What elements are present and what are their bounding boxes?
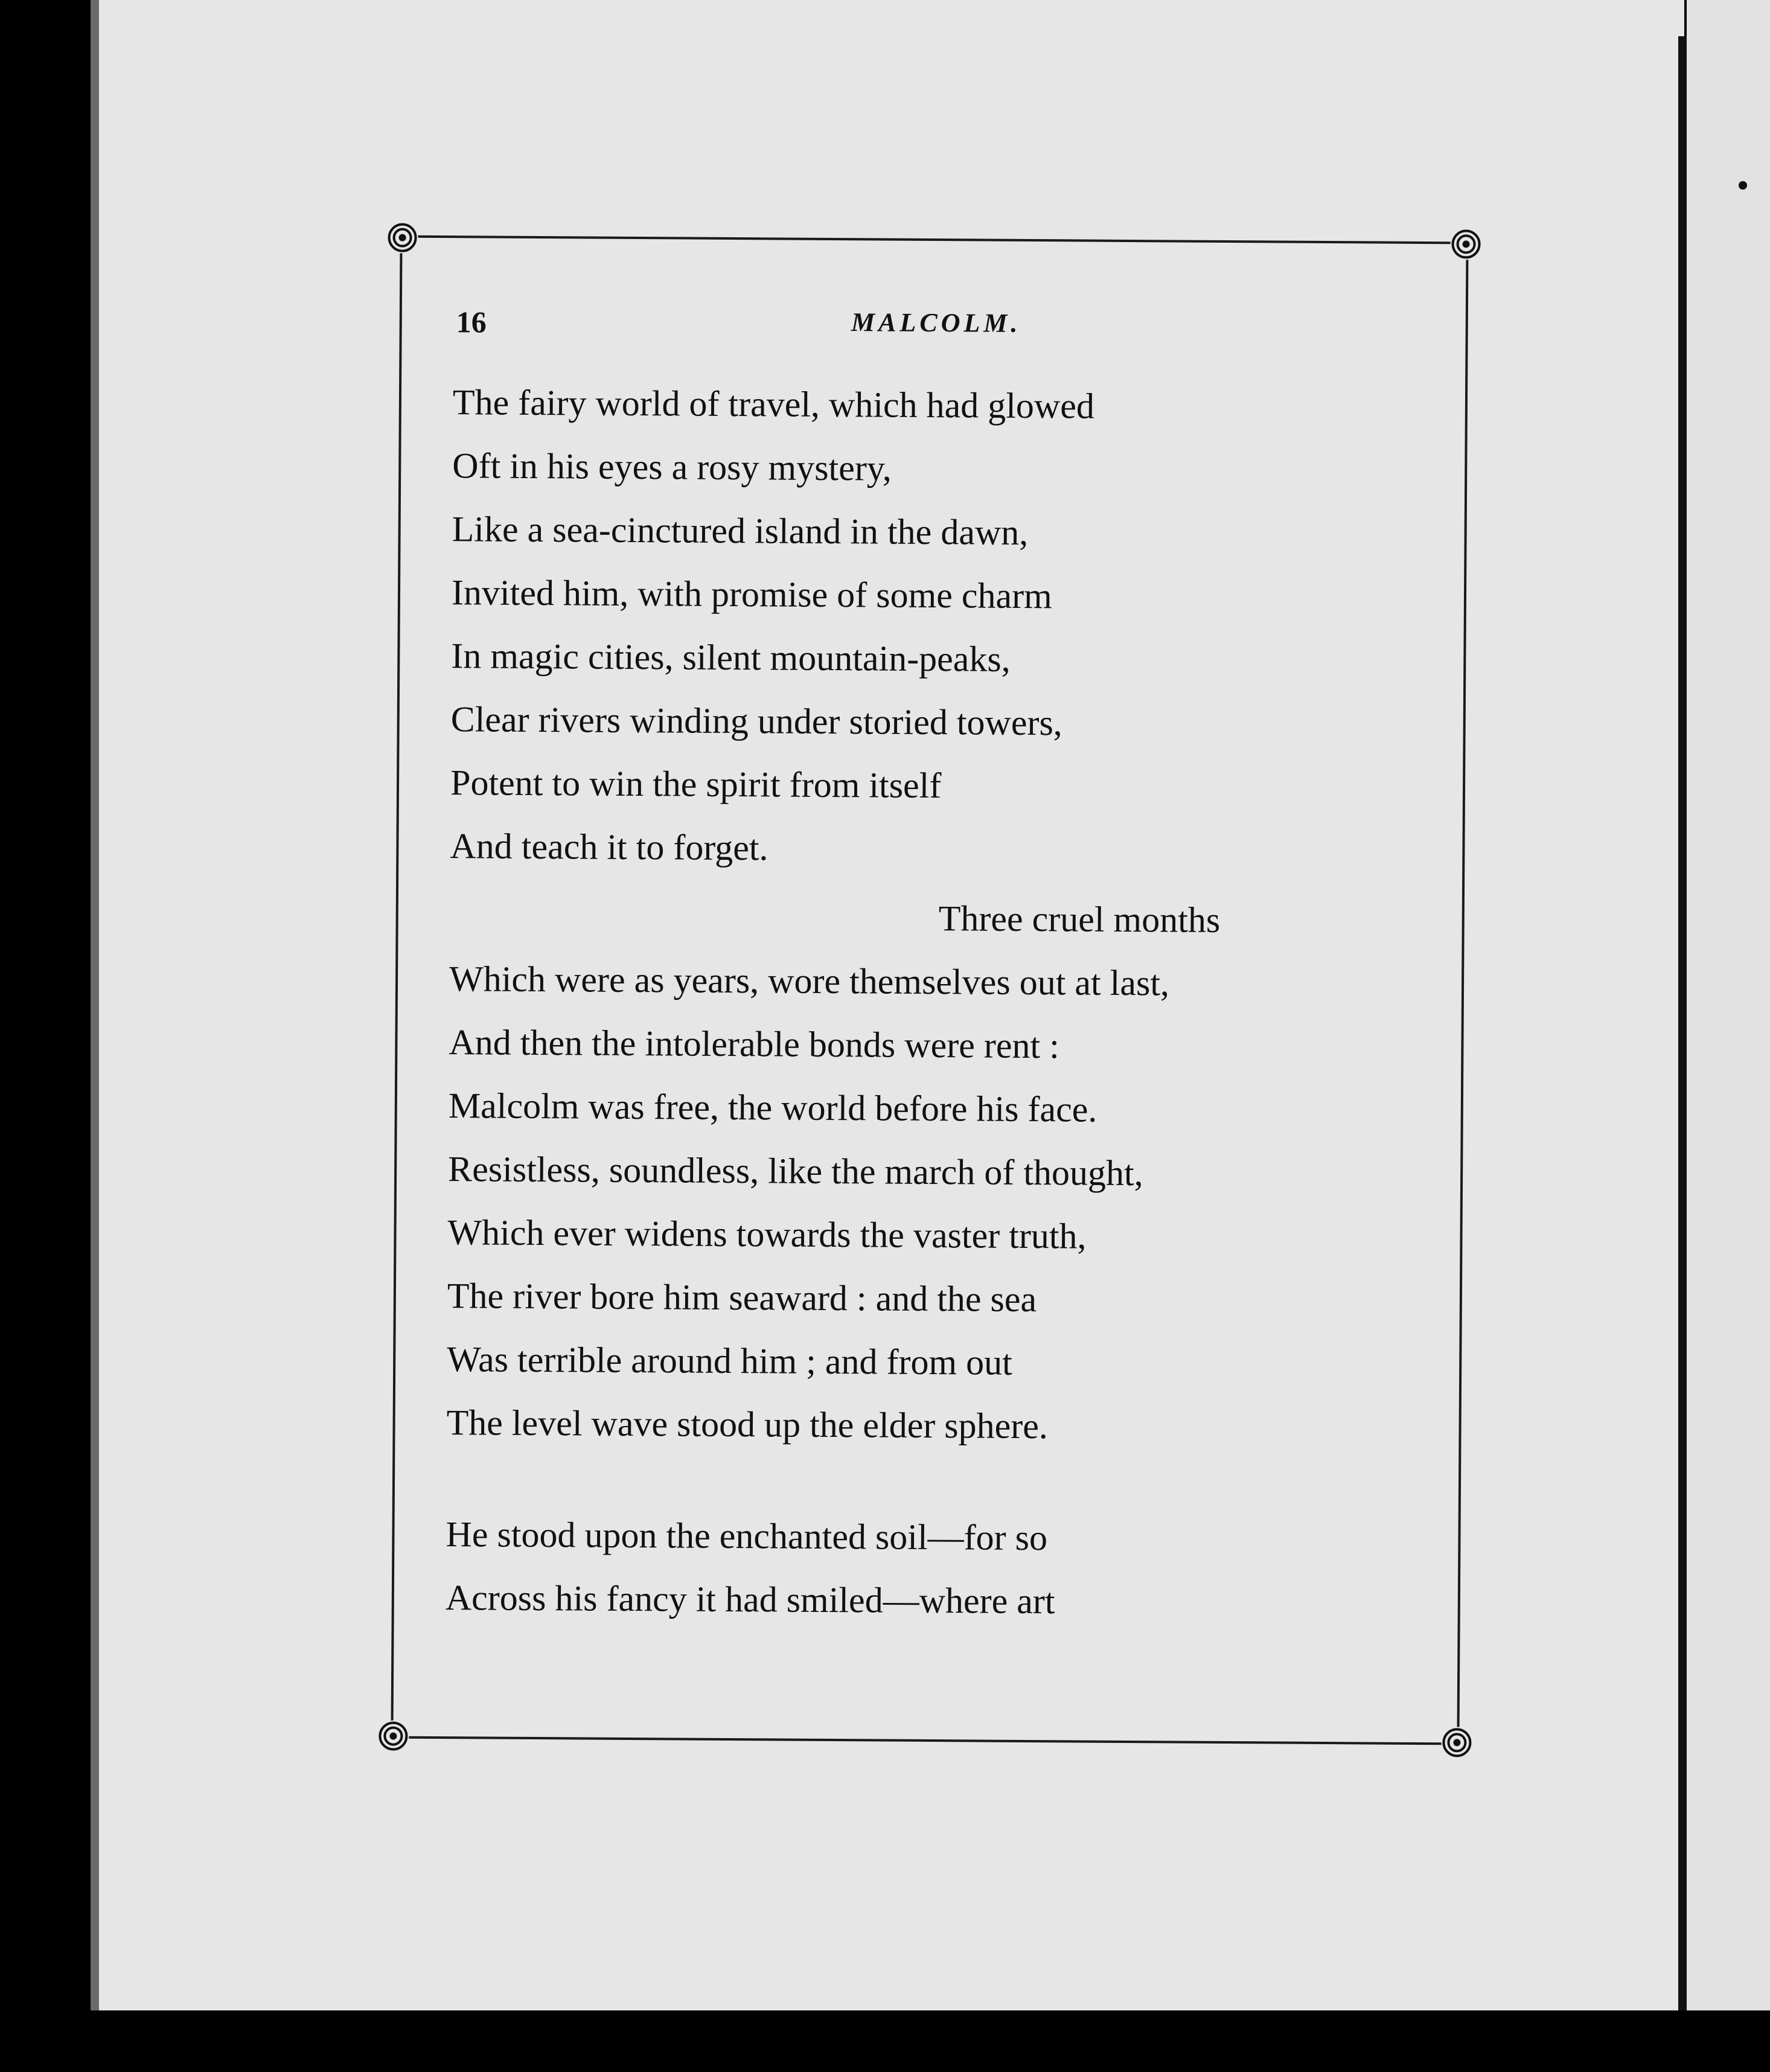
verse-line-indented: Three cruel months xyxy=(938,898,1221,940)
verse-line: Clear rivers winding under storied towers, xyxy=(450,699,1063,743)
corner-ornament-icon xyxy=(1450,228,1481,260)
verse-line: He stood upon the enchanted soil—for so xyxy=(446,1514,1048,1558)
corner-ornament-icon xyxy=(1441,1727,1472,1758)
page-number: 16 xyxy=(456,305,487,339)
verse-line: Oft in his eyes a rosy mystery, xyxy=(452,446,892,488)
verse-line: Was terrible around him ; and from out xyxy=(447,1339,1013,1383)
verse-line: And teach it to forget. xyxy=(450,826,768,868)
verse-line: Invited him, with promise of some charm xyxy=(451,572,1053,616)
verse-line: The river bore him seaward : and the sea xyxy=(447,1276,1037,1320)
verse-line: The level wave stood up the elder sphere. xyxy=(446,1402,1049,1447)
facing-page-leaf xyxy=(1687,0,1770,2010)
stanza-break xyxy=(446,1454,1424,1509)
verse-line: Which were as years, wore themselves out at last, xyxy=(449,959,1170,1003)
running-title: MALCOLM. xyxy=(851,307,1021,338)
page-border-frame xyxy=(391,235,1468,1745)
verse-line: Which ever widens towards the vaster truth, xyxy=(447,1212,1087,1256)
verse-line: Potent to win the spirit from itself xyxy=(450,763,942,806)
verse-line: The fairy world of travel, which had glowed xyxy=(452,382,1095,426)
verse-line: In magic cities, silent mountain-peaks, xyxy=(451,636,1011,679)
verse-line: Like a sea-cinctured island in the dawn, xyxy=(452,509,1029,552)
facing-page-edge xyxy=(1678,36,1687,2010)
corner-ornament-icon xyxy=(386,222,418,253)
corner-ornament-icon xyxy=(377,1720,409,1751)
verse-line: And then the intolerable bonds were rent : xyxy=(449,1022,1060,1066)
verse-line: Across his fancy it had smiled—where art xyxy=(445,1578,1055,1622)
poem-text xyxy=(446,371,1431,1636)
verse-line: Resistless, soundless, like the march of thought, xyxy=(447,1149,1143,1194)
verse-line: Malcolm was free, the world before his face. xyxy=(448,1086,1097,1130)
page-header xyxy=(456,304,1416,359)
facing-page-mark xyxy=(1739,181,1747,190)
